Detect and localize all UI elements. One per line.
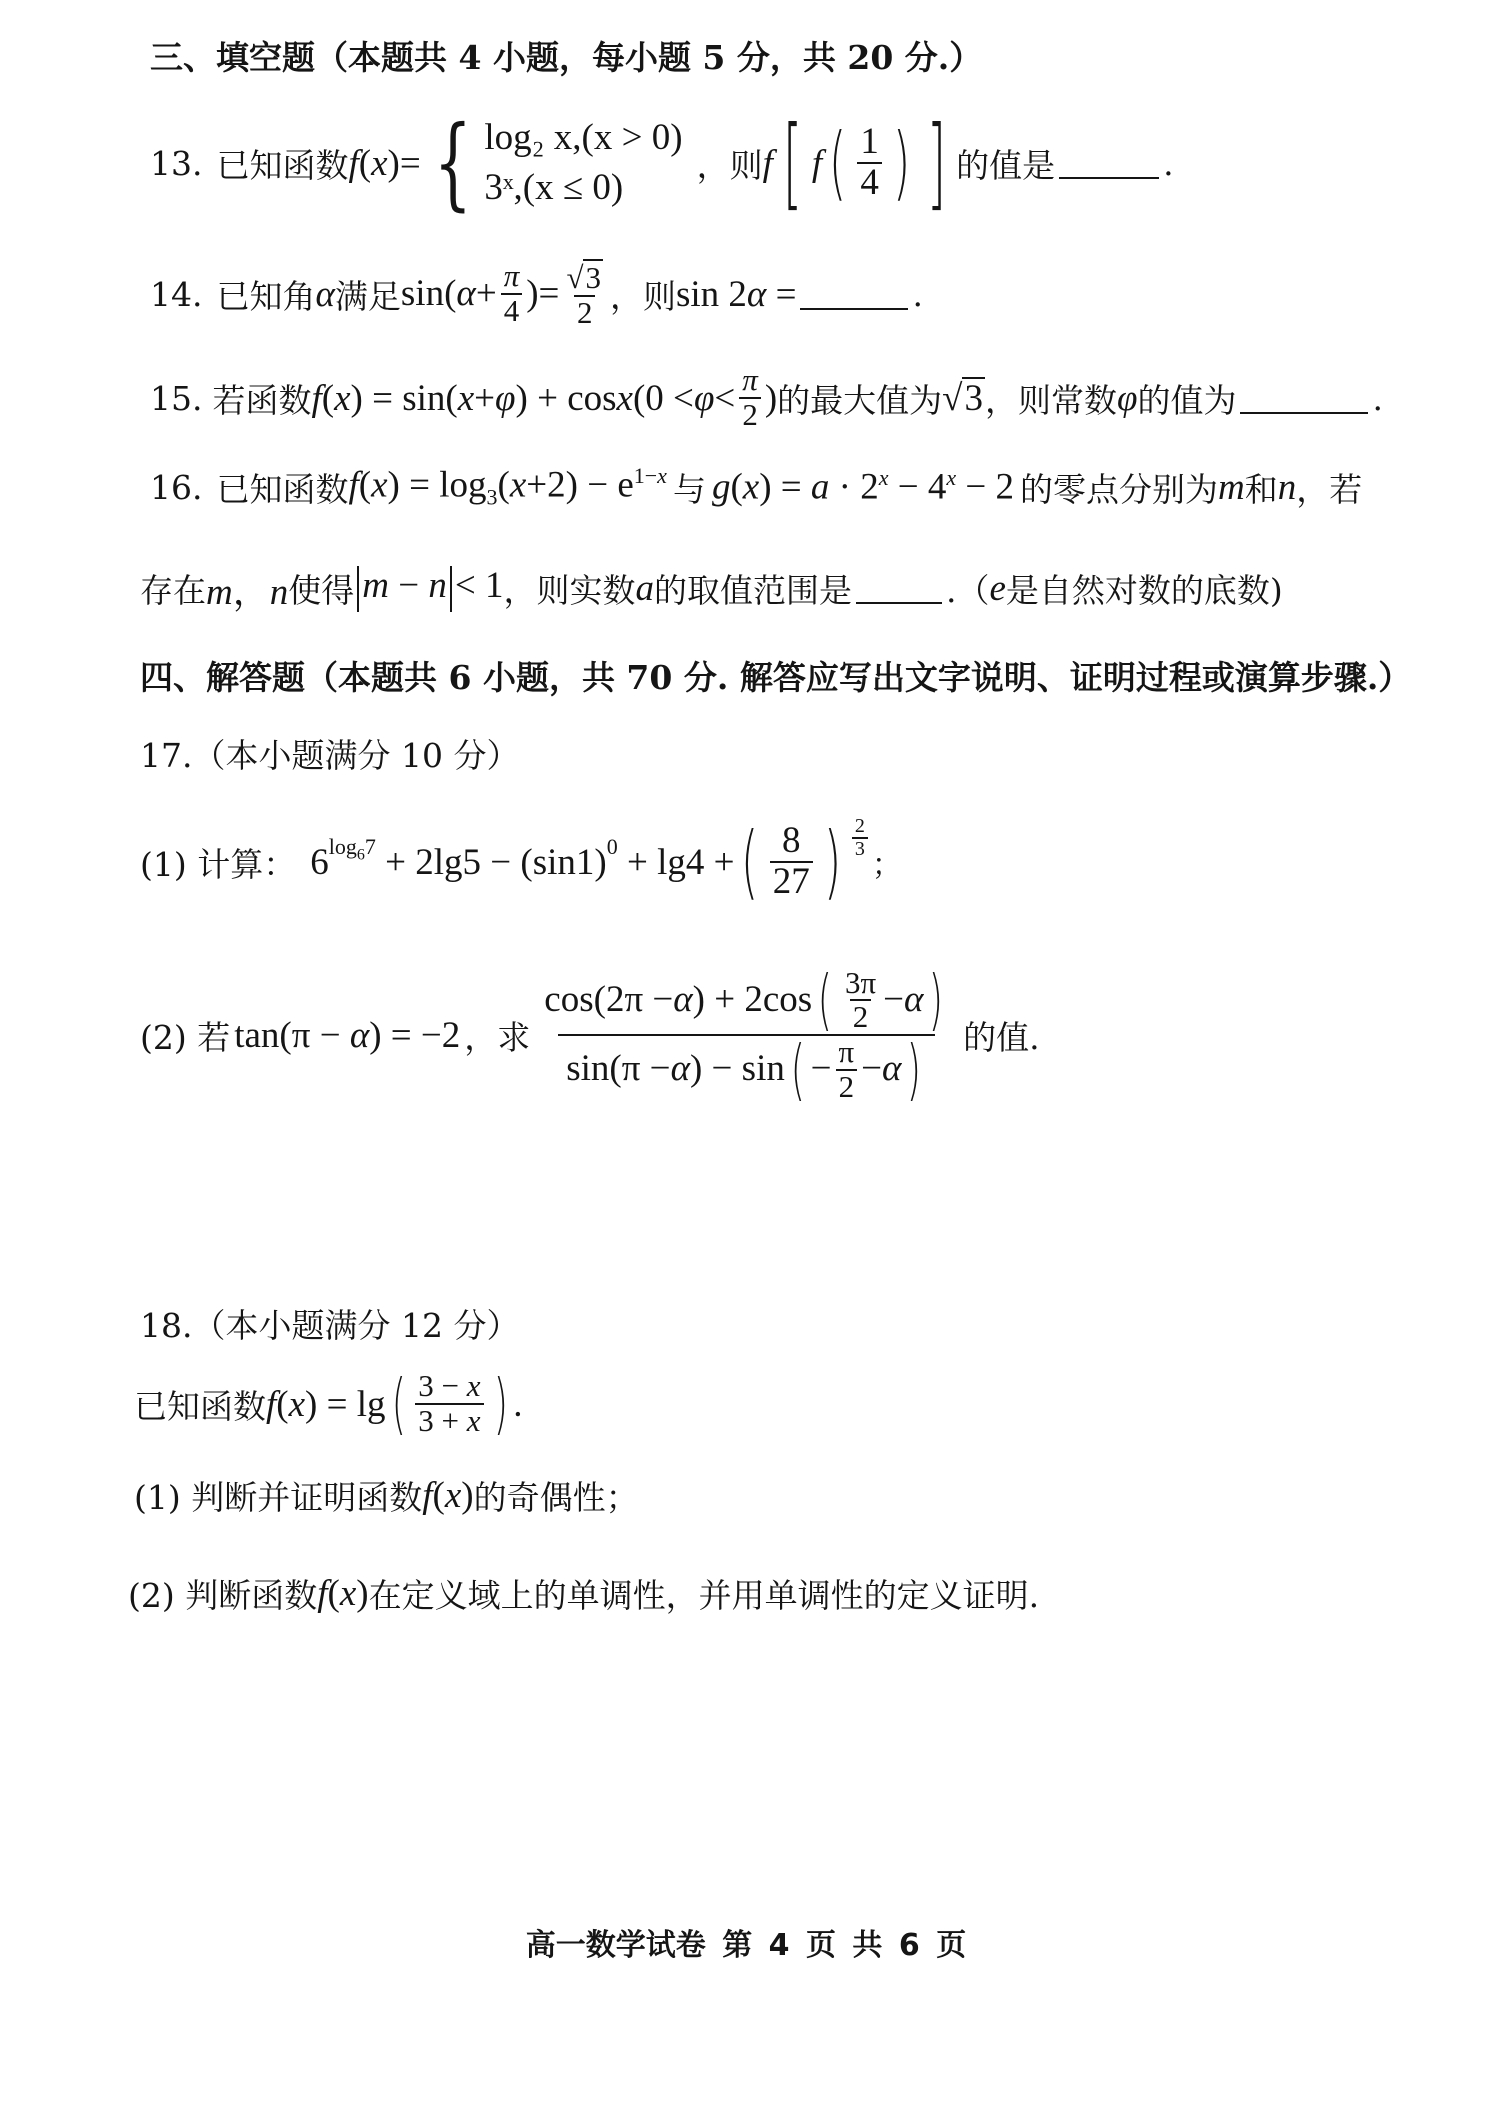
q15-phi: φ: [1116, 377, 1138, 419]
q13-lead: 已知函数: [216, 145, 349, 185]
question-17-part-1: [140, 808, 902, 916]
q14-tail: ，则: [609, 276, 676, 316]
q17-p1-expression: 6 $\log_67$ + 2lg5 − (sin1) 0 + lg4 + ( 8 27 ) 2 3 ；: [310, 815, 902, 908]
q18-p2-func: f(x): [317, 1573, 369, 1614]
question-18-part-2: [128, 1570, 1039, 1617]
question-16-line-2: 存在 m，n 使得 m − n < 1 ，则实数 a 的取值范围是 .（ e 是自然对数的底数): [140, 560, 1283, 616]
q16-use: 使得: [288, 570, 355, 610]
q17-p1-label: (1) 计算：: [140, 844, 297, 884]
q17-p2-given: tan(π − α) = −2: [234, 1014, 461, 1056]
question-17-header: [140, 730, 519, 777]
q15-answer-blank[interactable]: [1240, 382, 1368, 414]
q16-if: ，若: [1296, 469, 1363, 509]
q13-tail: 的值是: [956, 145, 1056, 185]
q13-number: 13.: [150, 143, 203, 183]
q15-number: 15.: [150, 378, 203, 418]
q13-mid: ，则: [696, 145, 763, 185]
q15-tail: ，则常数: [984, 380, 1117, 420]
q16-answer-blank[interactable]: [856, 572, 942, 604]
q16-line1-tail: 的零点分别为: [1020, 469, 1219, 509]
question-18-intro: [134, 1358, 523, 1450]
q13-brace: {: [433, 104, 472, 221]
q18-p1-b: 的奇偶性；: [473, 1478, 639, 1517]
q13-case-1: log₂ x,(x > 0): [484, 117, 683, 159]
question-18-header: [140, 1300, 519, 1347]
q13-expression: f [ f ( 1 4 ) ]: [762, 104, 947, 221]
q16-and: 和: [1244, 469, 1278, 509]
q14-lead: 已知角: [216, 276, 316, 316]
question-13: 13. 已知函数 f(x)= { log₂ x,(x > 0) 3ˣ,(x ≤ 0) ，则 f [ f ( 1 4 ) ] 的值是 .: [150, 104, 1174, 221]
q17-p2-label: (2) 若: [140, 1017, 231, 1057]
q18-p1-func: f(x): [422, 1475, 474, 1516]
question-15: 15. 若函数 f ( x ) = sin( x + φ ) + cos x (0 < φ < π 2 ) 的最大值为 √ 3 ，则常数 φ 的值为 .: [150, 362, 1383, 432]
q17-p2-numerator: cos(2π − α ) + 2cos ( 3π 2 − α ): [544, 961, 944, 1039]
q16-line2-lead: 存在: [140, 570, 206, 610]
q16-lead: 已知函数: [216, 469, 349, 509]
q14-answer-blank[interactable]: [800, 278, 908, 310]
q14-target: sin 2α =: [675, 273, 797, 315]
q14-alpha: α: [315, 273, 335, 315]
q16-range: 的取值范围是: [653, 570, 852, 610]
q18-function: f ( x ) = lg ( 3 − x 3 + x ) .: [266, 1365, 523, 1442]
q17-header-text: 17.（本小题满分 10 分）: [140, 736, 520, 775]
q13-answer-blank[interactable]: [1059, 147, 1159, 179]
q16-n: n: [1277, 466, 1297, 508]
q17-p2-ask: ，求: [464, 1017, 531, 1057]
q18-p2-a: (2) 判断函数: [128, 1576, 318, 1615]
q16-function-f: $f(x) = \log_3(x+2) - e^{1-x}$: [348, 463, 667, 510]
q15-lead: 若函数: [212, 380, 312, 420]
section-3-title-text: 三、填空题（本题共 4 小题，每小题 5 分，共 20 分.）: [150, 38, 983, 77]
q14-equation: sin( α + π 4 )= √ 3 2: [400, 258, 601, 330]
question-18-part-1: [134, 1472, 639, 1519]
q16-then: ，则实数: [503, 570, 636, 610]
q16-mn: m，n: [206, 572, 289, 613]
q17-p2-fraction: [536, 961, 957, 1108]
section-4-title: [140, 652, 1411, 699]
q13-case-2: 3ˣ,(x ≤ 0): [484, 167, 624, 208]
section-3-title: [150, 32, 982, 79]
question-17-part-2: [140, 940, 1040, 1130]
q14-number: 14.: [150, 274, 203, 314]
page-footer: 高一数学试卷 第 4 页 共 6 页: [525, 1928, 967, 1963]
q16-note: 是自然对数的底数): [1005, 570, 1283, 610]
q16-with: 与: [672, 469, 706, 509]
question-14: 14. 已知角 α 满足 sin( α + π 4 )= √ 3 2 ，则 sin 2α = .: [150, 258, 923, 330]
q13-func-lhs: f(x)=: [348, 142, 421, 184]
q16-a: a: [635, 567, 654, 609]
section-4-title-text: 四、解答题（本题共 6 小题，共 70 分. 解答应写出文字说明、证明过程或演算步骤.）: [140, 658, 1412, 697]
q17-p2-denominator: sin(π − α ) − sin ( − π 2 − α ): [558, 1034, 935, 1103]
q15-function: f ( x ) = sin( x + φ ) + cos x (0 < φ < π 2 ): [311, 362, 778, 432]
q16-m: m: [1218, 466, 1245, 508]
q14-mid: 满足: [334, 276, 401, 316]
q16-number: 16.: [150, 467, 203, 507]
q16-e: e: [989, 567, 1006, 609]
q17-p2-tail: 的值.: [963, 1017, 1040, 1057]
q16-function-g: $g(x) = a \cdot 2^x - 4^x - 2$: [711, 465, 1015, 508]
q18-intro-text: 已知函数: [134, 1386, 266, 1426]
q15-mid: 的最大值为: [777, 380, 943, 420]
q18-p2-b: 在定义域上的单调性，并用单调性的定义证明.: [368, 1576, 1040, 1615]
q15-tail2: 的值为: [1137, 380, 1237, 420]
q15-max-value: √ 3: [942, 377, 983, 419]
question-16-line-1: [150, 462, 1362, 512]
q16-condition: m − n < 1: [354, 564, 503, 612]
q18-header-text: 18.（本小题满分 12 分）: [140, 1306, 520, 1345]
q18-p1-a: (1) 判断并证明函数: [134, 1478, 423, 1517]
q13-cases: [484, 113, 682, 213]
